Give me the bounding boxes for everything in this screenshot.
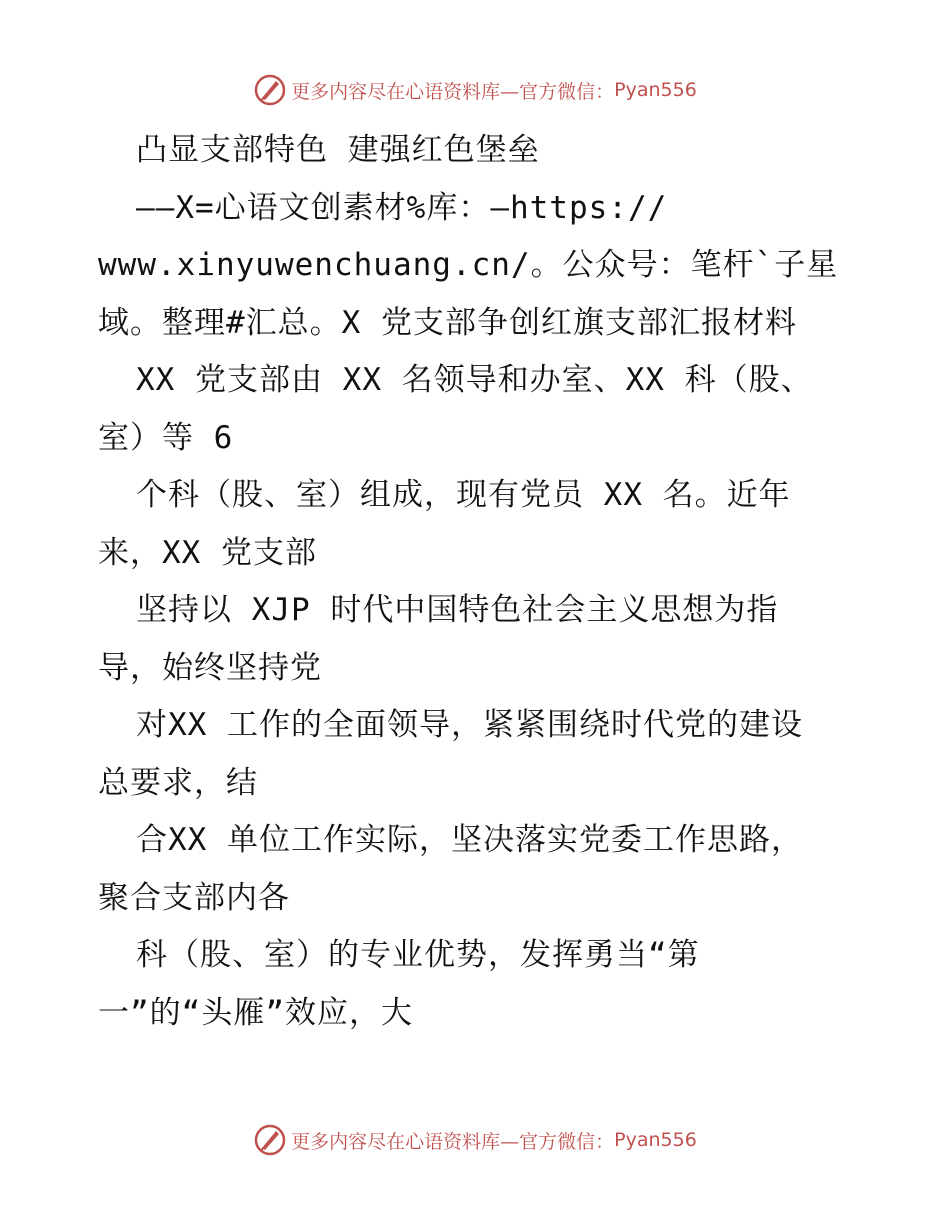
- quill-pen-logo-icon: [253, 1123, 287, 1157]
- body-text-line: 合XX 单位工作实际，坚决落实党委工作思路，: [136, 822, 803, 858]
- document-body: [98, 122, 858, 1042]
- header-wechat-id: Pyan556: [614, 79, 697, 101]
- body-text-line: 域。整理#汇总。X 党支部争创红旗支部汇报材料: [98, 304, 797, 341]
- body-text-line: www.xinyuwenchuang.cn/。公众号：笔杆`子星: [98, 247, 839, 283]
- body-text-line: ——X=心语文创素材%库：—https://: [136, 189, 668, 226]
- header-banner-text: 更多内容尽在心语资料库—官方微信：: [291, 80, 615, 103]
- body-text-line: 一”的“头雁”效应，大: [98, 994, 413, 1031]
- body-text-line: 聚合支部内各: [98, 879, 290, 916]
- body-text-line: XX 党支部由 XX 名领导和办室、XX 科（股、: [136, 362, 813, 398]
- footer-banner: [0, 1120, 950, 1160]
- body-text-line: 科（股、室）的专业优势，发挥勇当“第: [136, 937, 700, 973]
- body-text-line: 坚持以 XJP 时代中国特色社会主义思想为指: [136, 592, 779, 628]
- body-text-line: 导，始终坚持党: [98, 649, 322, 686]
- quill-pen-logo-icon: [253, 73, 287, 107]
- body-text-line: 总要求，结: [98, 764, 258, 801]
- body-text-line: 凸显支部特色 建强红色堡垒: [136, 132, 540, 168]
- footer-banner-text: 更多内容尽在心语资料库—官方微信：: [291, 1130, 615, 1153]
- header-banner: [0, 70, 950, 110]
- body-text-line: 个科（股、室）组成，现有党员 XX 名。近年: [136, 477, 791, 513]
- body-text-line: 室）等 6: [98, 419, 234, 456]
- footer-wechat-id: Pyan556: [614, 1129, 697, 1151]
- body-text-line: 对XX 工作的全面领导，紧紧围绕时代党的建设: [136, 707, 803, 743]
- body-text-line: 来，XX 党支部: [98, 534, 317, 571]
